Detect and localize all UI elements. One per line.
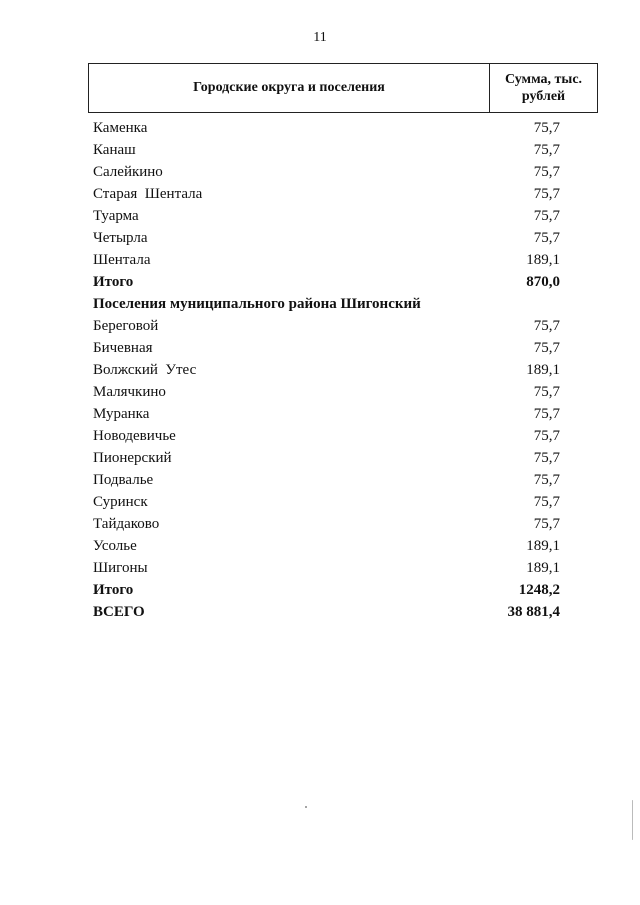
column-header-name: Городские округа и поселения: [89, 64, 490, 112]
table-row: [93, 315, 560, 337]
row-name: Шигоны: [93, 560, 148, 576]
table-row: [93, 337, 560, 359]
row-name: Бичевная: [93, 340, 153, 356]
table-row: [93, 227, 560, 249]
table-row: [93, 117, 560, 139]
row-name: Поселения муниципального района Шигонский: [93, 296, 421, 312]
row-value: 75,7: [533, 230, 560, 246]
row-name: Итого: [93, 582, 134, 598]
row-name: Четырла: [93, 230, 148, 246]
row-name: Муранка: [93, 406, 150, 422]
row-value: 75,7: [533, 516, 560, 532]
row-name: Итого: [93, 274, 134, 290]
row-name: Волжский Утес: [93, 362, 197, 378]
row-value: 75,7: [533, 142, 560, 158]
row-value: 75,7: [533, 406, 560, 422]
table-row: [93, 491, 560, 513]
table-row: [93, 557, 560, 579]
column-header-sum-line1: Сумма, тыс.: [504, 72, 583, 87]
table-row: [93, 139, 560, 161]
table-row: [93, 403, 560, 425]
row-name: Салейкино: [93, 164, 163, 180]
table-row: [93, 271, 560, 293]
table-row: [93, 535, 560, 557]
row-name: Малячкино: [93, 384, 166, 400]
table-body: [93, 117, 560, 623]
row-name: Туарма: [93, 208, 139, 224]
table-row: [93, 381, 560, 403]
row-value: 75,7: [533, 164, 560, 180]
row-name: Усолье: [93, 538, 137, 554]
row-name: Пионерский: [93, 450, 172, 466]
row-name: Каменка: [93, 120, 148, 136]
table-row: [93, 513, 560, 535]
row-value: 75,7: [533, 120, 560, 136]
table-row: [93, 249, 560, 271]
column-header-sum: [490, 64, 597, 112]
row-value: 38 881,4: [507, 604, 560, 620]
table-row: [93, 183, 560, 205]
row-name: Тайдаково: [93, 516, 160, 532]
row-value: 75,7: [533, 472, 560, 488]
table-header: [88, 63, 598, 113]
table-row: [93, 469, 560, 491]
row-value: 1248,2: [518, 582, 560, 598]
table-row: [93, 161, 560, 183]
row-name: ВСЕГО: [93, 604, 145, 620]
table-row: [93, 579, 560, 601]
row-value: 75,7: [533, 186, 560, 202]
row-value: 75,7: [533, 494, 560, 510]
row-value: 75,7: [533, 208, 560, 224]
table-row: [93, 601, 560, 623]
row-value: 189,1: [526, 560, 560, 576]
page-number: 11: [313, 30, 327, 45]
table-row: [93, 293, 560, 315]
row-name: Старая Шентала: [93, 186, 203, 202]
row-name: Суринск: [93, 494, 148, 510]
row-value: 189,1: [526, 362, 560, 378]
row-value: 75,7: [533, 428, 560, 444]
row-name: Канаш: [93, 142, 136, 158]
table-row: [93, 205, 560, 227]
column-header-sum-line2: рублей: [521, 89, 566, 104]
row-value: 189,1: [526, 252, 560, 268]
table-row: [93, 359, 560, 381]
row-name: Шентала: [93, 252, 151, 268]
table-row: [93, 425, 560, 447]
row-name: Подвалье: [93, 472, 154, 488]
row-value: 75,7: [533, 340, 560, 356]
table-row: [93, 447, 560, 469]
scan-speck: [305, 806, 307, 808]
row-value: 75,7: [533, 318, 560, 334]
scan-speck: [632, 800, 633, 840]
row-value: 75,7: [533, 384, 560, 400]
row-value: 189,1: [526, 538, 560, 554]
row-value: 870,0: [526, 274, 560, 290]
row-name: Береговой: [93, 318, 159, 334]
row-name: Новодевичье: [93, 428, 176, 444]
row-value: 75,7: [533, 450, 560, 466]
